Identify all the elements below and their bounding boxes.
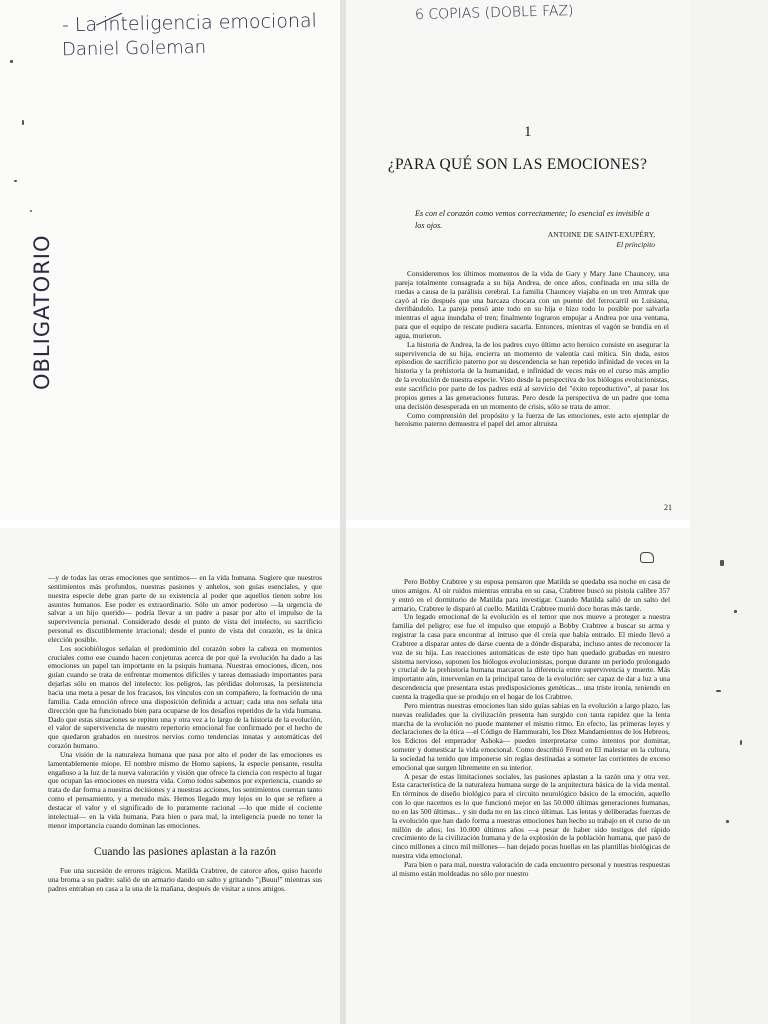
scan-speck: [720, 560, 724, 566]
epigraph-author: ANTOINE DE SAINT-EXUPÉRY,: [547, 230, 655, 239]
handwritten-title-note: - La inteligencia emocional: [61, 9, 318, 37]
handwritten-copies-note: 6 COPIAS (DOBLE FAZ): [414, 2, 574, 24]
paragraph: Los sociobiólogos señalan el predominio del corazón sobre la cabeza en momentos cruciales como ese cuando hacen conjeturas acerca de por qué la evolución ha dado a las emociones un papel tan importante en la psiquis humana. Nuestras emociones, dicen, nos guían cuando se trata de enfrentar momentos difíciles y tareas demasiado importantes para dejarlas sólo en manos del intelecto: los peligros, las pérdidas dolorosas, la persistencia hacia una meta a pesar de los fracasos, los vínculos con un compañero, la formación de una familia. Cada emoción ofrece una disposición definida a actuar; cada una nos señala una dirección que ha funcionado bien para ocuparse de los desafíos repetidos de la vida humana. Dado que estas situaciones se repiten una y otra vez a lo largo de la historia de la evolución, el valor de supervivencia de nuestro repertorio emocional fue confirmado por el hecho de que quedaron grabados en nuestros nervios como tendencias innatas y automáticas del corazón humano.: [48, 643, 322, 751]
scan-speck: [726, 820, 729, 823]
page-21-body: [395, 270, 669, 429]
page-blank-left: [0, 0, 342, 520]
chapter-title: ¿PARA QUÉ SON LAS EMOCIONES?: [387, 156, 648, 173]
epigraph-attribution: [545, 230, 655, 250]
scan-speck: [30, 210, 32, 212]
page-21: [345, 0, 690, 520]
page-gutter: [340, 0, 346, 1024]
scan-speck: [716, 690, 721, 692]
scan-speck: [734, 610, 737, 613]
scribble-mark: [640, 552, 654, 563]
paragraph: A pesar de estas limitaciones sociales, las pasiones aplastan a la razón una y otra vez. Esta característica de la naturaleza humana surge de la arquitectura básica de la vida mental. En términos de diseño biológico para el circuito neurológico básico de la emoción, aquello con lo que nacemos es lo que funcionó mejor en las 50.000 últimas generaciones humanas, no en las 500 últimas... y sin duda no en las cinco últimas. Las lentas y deliberadas fuerzas de la evolución que han dado forma a nuestras emociones han hecho su trabajo en el curso de un millón de años; los 10.000 últimos años —a pesar de haber sido testigos del rápido crecimiento de la civilización humana y de la explosión de la población humana, que pasó de cinco millones a cinco mil millones— han dejado pocas huellas en las plantillas biológicas de nuestra vida emocional.: [392, 771, 670, 861]
paragraph: Pero Bobby Crabtree y su esposa pensaron que Matilda se quedaba esa noche en casa de unos amigos. Al oír ruidos mientras entraba en su casa, Crabtree buscó su pistola calibre 357 y entró en el dormitorio de Matilda para investigar. Cuando Matilda salió de un salto del armario, Crabtree le disparó al cuello. Matilda Crabtree murió doce horas más tarde.: [392, 577, 670, 613]
paragraph: Fue una sucesión de errores trágicos. Matilda Crabtree, de catorce años, quiso hacerle una broma a su padre: salió de un armario dando un salto y gritando "¡Buuu!" mientras sus padres entraban en casa a la una de la mañana, después de visitar a unos amigos.: [48, 866, 322, 893]
paragraph: Un legado emocional de la evolución es el temor que nos mueve a proteger a nuestra familia del peligro; ese fue el impulso que empujó a Bobby Crabtree a buscar su arma y registrar la casa para encontrar al intruso que él creía que había entrado. El miedo llevó a Crabtree a disparar antes de darse cuenta de a dónde disparaba, incluso antes de reconocer la voz de su hija. Las reacciones automáticas de este tipo han quedado grabadas en nuestro sistema nervioso, suponen los biólogos evolucionistas, porque durante un período prolongado y crucial de la prehistoria humana marcaron la diferencia entre supervivencia y muerte. Más importante aún, intervenían en la principal tarea de la evolución: ser capaz de dar a luz a una descendencia que presentara estas predisposiciones genéticas... una triste ironía, teniendo en cuenta la tragedia que se produjo en el hogar de los Crabtree.: [392, 612, 670, 701]
paragraph: Como comprensión del propósito y la fuerza de las emociones, este acto ejemplar de heroísmo paterno demuestra el papel del amor altruista: [395, 410, 669, 429]
paragraph: Para bien o para mal, nuestra valoración de cada encuentro personal y nuestras respuestas al mismo están moldeadas no sólo por nuestro: [392, 860, 670, 878]
epigraph-work: El principito: [616, 240, 655, 249]
scan-speck: [14, 180, 17, 182]
paragraph: La historia de Andrea, la de los padres cuyo último acto heroico consiste en asegurar la supervivencia de su hija, encierra un momento de valentía casi mítica. Sin duda, estos episodios de sacrificio paterno por su descendencia se han repetido infinidad de veces en la historia y la prehistoria de la humanidad, e infinidad de veces más en el curso más amplio de la evolución de nuestra especie. Visto desde la perspectiva de los biólogos evolucionistas, este sacrificio por parte de los padres está al servicio del "éxito reproductivo", al pasar los propios genes a las generaciones futuras. Pero desde la perspectiva de un padre que toma una decisión desesperada en un momento de crisis, sólo se trata de amor.: [395, 339, 669, 411]
scan-speck: [10, 60, 13, 63]
chapter-number: 1: [524, 124, 532, 140]
handwritten-author-note: Daniel Goleman: [61, 36, 207, 61]
page-22-body: [48, 574, 322, 894]
paragraph: Pero mientras nuestras emociones han sido guías sabias en la evolución a largo plazo, las nuevas realidades que la civilización presenta han surgido con tanta rapidez que la lenta marcha de la evolución no puede mantener el mismo ritmo. En efecto, las primeras leyes y declaraciones de la ética —el Código de Hammurabi, los Diez Mandamientos de los Hebreos, los Edictos del emperador Ashoka— pueden interpretarse como intentos por dominar, someter y domesticar la vida emocional. Como describió Freud en El malestar en la cultura, la sociedad ha tenido que imponerse sin reglas destinadas a someter las corrientes de exceso emocional que surgen libremente en su interior.: [392, 700, 670, 772]
epigraph: Es con el corazón como vemos correctamente; lo esencial es invisible a los ojos.: [415, 209, 650, 230]
right-margin-strip: [690, 0, 768, 1024]
section-heading: Cuando las pasiones aplastan a la razón: [93, 846, 277, 859]
paragraph: —y de todas las otras emociones que sentimos— en la vida humana. Sugiere que nuestros sentimientos más profundos, nuestras pasiones y anhelos, son guías esenciales, y que nuestra especie debe gran parte de su existencia al poder que aquellos tienen sobre los asuntos humanos. Ese poder es extraordinario. Sólo un amor poderoso —la urgencia de salvar a un hijo querido— podría llevar a un padre a pasar por alto el impulso de la supervivencia personal. Considerado desde el punto de vista del intelecto, su sacrificio personal es discutiblemente irracional; desde el punto de vista del corazón, es la única elección posible.: [48, 573, 322, 644]
handwritten-mandatory-note: OBLIGATORIO: [30, 234, 54, 390]
scan-speck: [740, 740, 742, 745]
paragraph: Una visión de la naturaleza humana que pasa por alto el poder de las emociones es lamentablemente miope. El nombre mismo de Homo sapiens, la especie pensante, resulta engañoso a la luz de la nueva valoración y visión que ofrece la ciencia con respecto al lugar que ocupan las emociones en nuestra vida. Como todos sabemos por experiencia, cuando se trata de dar forma a nuestras decisiones y a nuestras acciones, los sentimientos cuentan tanto como el pensamiento, y a menudo más. Hemos llegado muy lejos en lo que se refiere a destacar el valor y el significado de lo puramente racional —lo que mide el cociente intelectual— en la vida humana. Para bien o para mal, la inteligencia puede no tener la menor importancia cuando dominan las emociones.: [48, 749, 322, 830]
paragraph: Consideremos los últimos momentos de la vida de Gary y Mary Jane Chauncey, una pareja totalmente consagrada a su hija Andrea, de once años, confinada en una silla de ruedas a causa de la parálisis cerebral. La familia Chauncey viajaba en un tren Amtrak que cayó al río después que una barcaza chocara con un puente del ferrocarril en Luisiana, derribándolo. La pareja pensó ante todo en su hija e hizo todo lo posible por salvarla mientras el agua inundaba el tren; finalmente lograron empujar a Andrea por una ventana, para que el equipo de rescate pudiera sacarla. Entonces, mientras el vagón se hundía en el agua, murieron.: [395, 269, 669, 340]
page-number: 21: [664, 503, 672, 512]
scan-speck: [22, 120, 24, 125]
page-23-body: [392, 578, 670, 879]
